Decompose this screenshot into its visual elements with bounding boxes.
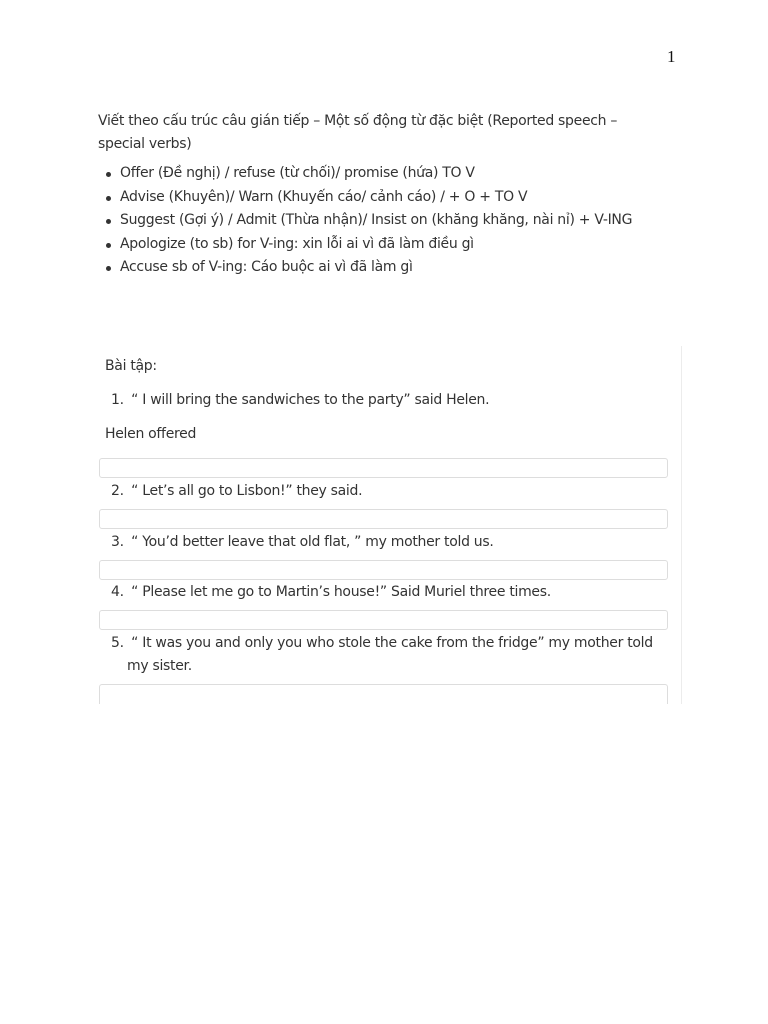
page-number: 1	[667, 47, 676, 66]
question-number: 5.	[111, 635, 124, 651]
grammar-rules-list	[98, 162, 658, 280]
question-1	[111, 389, 661, 412]
question-text: “ You’d better leave that old flat, ” my mother told us.	[131, 534, 494, 550]
rule-item: Suggest (Gợi ý) / Admit (Thừa nhận)/ Insist on (khăng khăng, nài nỉ) + V-ING	[120, 209, 658, 233]
answer-input-4[interactable]	[99, 610, 668, 630]
answer-prefix: Helen offered	[105, 426, 197, 442]
intro-instruction: Viết theo cấu trúc câu gián tiếp – Một số động từ đặc biệt (Reported speech – special verbs)	[98, 113, 618, 152]
question-5	[111, 632, 661, 678]
question-4	[111, 581, 661, 604]
question-2	[111, 480, 661, 503]
rule-item: Advise (Khuyên)/ Warn (Khuyến cáo/ cảnh cáo) / + O + TO V	[120, 186, 658, 210]
exercise-heading: Bài tập:	[105, 358, 157, 374]
exercise-card	[99, 346, 682, 704]
answer-input-1[interactable]	[99, 458, 668, 478]
intro-section	[98, 110, 658, 280]
question-number: 1.	[111, 392, 124, 408]
question-3	[111, 531, 661, 554]
rule-item: Apologize (to sb) for V-ing: xin lỗi ai vì đã làm điều gì	[120, 233, 658, 257]
question-text-continuation: my sister.	[127, 658, 192, 674]
question-number: 2.	[111, 483, 124, 499]
answer-input-2[interactable]	[99, 509, 668, 529]
rule-item: Offer (Đề nghị) / refuse (từ chối)/ promise (hứa) TO V	[120, 162, 658, 186]
question-text: “ Let’s all go to Lisbon!” they said.	[131, 483, 363, 499]
rule-item: Accuse sb of V-ing: Cáo buộc ai vì đã làm gì	[120, 256, 658, 280]
question-text: “ Please let me go to Martin’s house!” Said Muriel three times.	[131, 584, 551, 600]
question-text: “ It was you and only you who stole the cake from the fridge” my mother told	[131, 635, 653, 651]
question-text: “ I will bring the sandwiches to the party” said Helen.	[131, 392, 490, 408]
question-number: 3.	[111, 534, 124, 550]
question-number: 4.	[111, 584, 124, 600]
answer-input-5[interactable]	[99, 684, 668, 704]
answer-input-3[interactable]	[99, 560, 668, 580]
